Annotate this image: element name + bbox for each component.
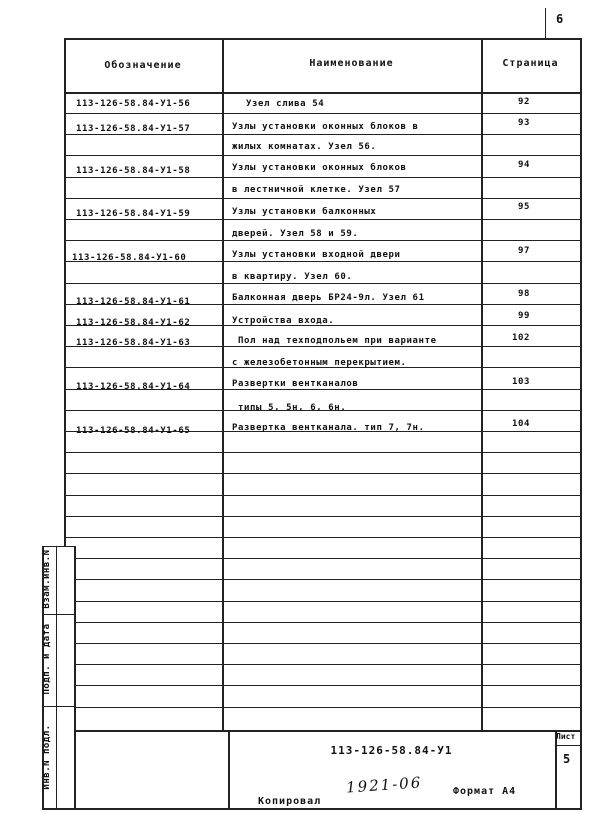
side-column-mid — [56, 546, 57, 808]
table-row-line — [64, 155, 580, 156]
header-designation: Обозначение — [104, 60, 182, 71]
row-page: 97 — [517, 246, 530, 256]
side-label-podp-data: Подп. и дата — [42, 623, 52, 695]
table-row-line — [74, 707, 580, 708]
stamp-sheet-divider — [555, 745, 580, 746]
row-name: жилых комнатах. Узел 56. — [232, 142, 377, 152]
frame-right — [580, 38, 582, 810]
row-designation: 113-126-58.84-У1-60 — [72, 253, 187, 263]
row-name: типы 5, 5н, 6, 6н. — [238, 403, 347, 413]
row-page: 93 — [517, 118, 530, 128]
stamp-top — [74, 730, 580, 732]
row-designation: 113-126-58.84-У1-62 — [76, 318, 191, 328]
table-row-line — [74, 579, 580, 580]
table-row-line — [74, 643, 580, 644]
table-row-line — [64, 283, 580, 284]
frame-bottom — [42, 808, 580, 810]
handwritten-number: 1921-06 — [345, 773, 423, 797]
col-divider-1 — [222, 38, 224, 730]
row-name: Устройства входа. — [232, 316, 335, 326]
table-row-line — [64, 198, 580, 199]
row-designation: 113-126-58.84-У1-63 — [76, 338, 191, 348]
row-name: в лестничной клетке. Узел 57 — [232, 185, 401, 195]
row-name: Узлы установки балконных — [232, 207, 377, 217]
row-page: 94 — [517, 160, 530, 170]
header-page: Страница — [502, 58, 559, 69]
frame-left-upper — [64, 38, 66, 546]
table-row-line — [64, 113, 580, 114]
row-designation: 113-126-58.84-У1-61 — [76, 297, 191, 307]
row-name: Узлы установки оконных блоков в — [232, 122, 419, 132]
row-designation: 113-126-58.84-У1-56 — [76, 99, 191, 109]
row-designation: 113-126-58.84-У1-64 — [76, 382, 191, 392]
corner-box-left — [545, 8, 546, 38]
side-label-inv-podl: Инв.N подл. — [42, 724, 52, 790]
table-row-line — [64, 495, 580, 496]
row-name: Узлы установки входной двери — [232, 250, 401, 260]
row-designation: 113-126-58.84-У1-59 — [76, 209, 191, 219]
table-row-line — [74, 685, 580, 686]
row-page: 98 — [517, 289, 530, 299]
row-page: 95 — [517, 202, 530, 212]
sheet-label: Лист — [556, 732, 576, 741]
stamp-divider-right — [555, 730, 557, 808]
document-code: 113-126-58.84-У1 — [330, 744, 453, 757]
table-row-line — [64, 177, 580, 178]
row-name: Балконная дверь БР24-9л. Узел 61 — [232, 293, 425, 303]
row-page: 102 — [511, 333, 530, 343]
row-name: Узел слива 54 — [246, 99, 325, 109]
table-row-line — [74, 601, 580, 602]
row-designation: 113-126-58.84-У1-58 — [76, 166, 191, 176]
row-page: 103 — [511, 377, 530, 387]
table-row-line — [74, 558, 580, 559]
header-name: Наименование — [309, 58, 394, 69]
copied-by-label: Копировал — [258, 796, 322, 807]
table-row-line — [74, 664, 580, 665]
header-divider — [64, 92, 580, 94]
row-page: 104 — [511, 419, 530, 429]
table-row-line — [64, 240, 580, 241]
row-name: в квартиру. Узел 60. — [232, 272, 353, 282]
row-name: Развертка вентканала. тип 7, 7н. — [232, 423, 425, 433]
row-name: с железобетонным перекрытием. — [232, 358, 407, 368]
table-row-line — [64, 537, 580, 538]
row-name: дверей. Узел 58 и 59. — [232, 229, 359, 239]
row-name: Пол над техподпольем при варианте — [238, 336, 437, 346]
table-row-line — [64, 516, 580, 517]
table-row-line — [74, 622, 580, 623]
row-name: Узлы установки оконных блоков — [232, 163, 407, 173]
corner-page-number: 6 — [556, 12, 564, 26]
row-designation: 113-126-58.84-У1-57 — [76, 124, 191, 134]
row-page: 92 — [517, 97, 530, 107]
row-page: 99 — [517, 311, 530, 321]
table-row-line — [64, 473, 580, 474]
col-divider-2 — [481, 38, 483, 730]
format-label: Формат А4 — [453, 786, 517, 797]
table-row-line — [64, 452, 580, 453]
side-label-vzam-inv: Взам.инв.N — [42, 549, 52, 609]
side-column-right — [74, 546, 76, 808]
stamp-divider-left — [228, 730, 230, 808]
frame-top — [64, 38, 580, 40]
row-name: Развертки вентканалов — [232, 379, 359, 389]
row-designation: 113-126-58.84-У1-65 — [76, 426, 191, 436]
sheet-number: 5 — [563, 752, 571, 766]
